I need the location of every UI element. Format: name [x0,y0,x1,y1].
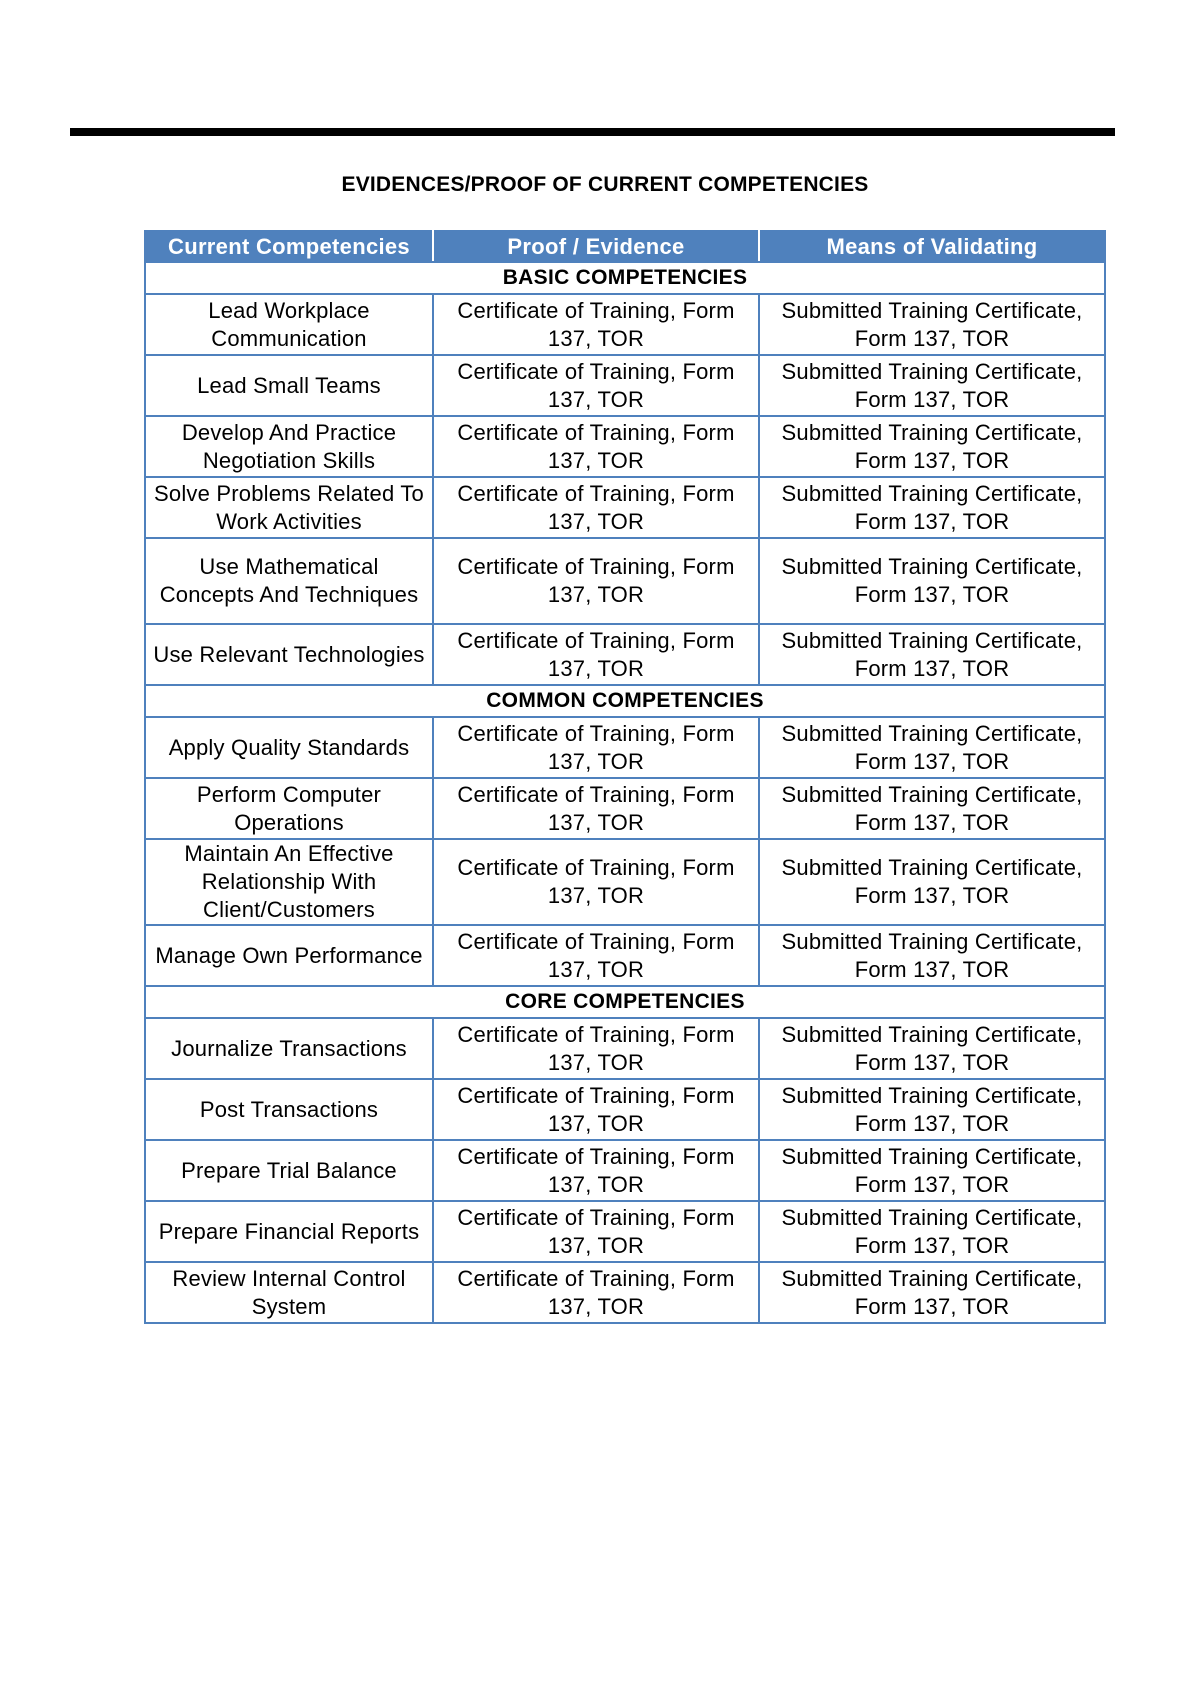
validation-cell: Submitted Training Certificate, Form 137, TOR [759,839,1105,925]
table-row [145,294,1105,355]
proof-cell: Certificate of Training, Form 137, TOR [433,839,759,925]
proof-cell: Certificate of Training, Form 137, TOR [433,294,759,355]
competency-cell: Solve Problems Related To Work Activities [145,477,433,538]
table-row [145,1140,1105,1201]
proof-cell: Certificate of Training, Form 137, TOR [433,624,759,685]
proof-cell: Certificate of Training, Form 137, TOR [433,538,759,624]
table-row [145,624,1105,685]
competency-cell: Use Mathematical Concepts And Techniques [145,538,433,624]
header-means-of-validating: Means of Validating [759,231,1105,262]
section-row-basic [145,262,1105,294]
table-row [145,1201,1105,1262]
competency-cell: Develop And Practice Negotiation Skills [145,416,433,477]
table-row [145,355,1105,416]
validation-cell: Submitted Training Certificate, Form 137, TOR [759,1140,1105,1201]
validation-cell: Submitted Training Certificate, Form 137, TOR [759,1262,1105,1323]
section-row-core [145,986,1105,1018]
competency-cell: Lead Workplace Communication [145,294,433,355]
validation-cell: Submitted Training Certificate, Form 137, TOR [759,778,1105,839]
competency-cell: Review Internal Control System [145,1262,433,1323]
section-heading-basic: BASIC COMPETENCIES [145,262,1105,294]
competency-cell: Journalize Transactions [145,1018,433,1079]
competency-cell: Maintain An Effective Relationship With Client/Customers [145,839,433,925]
proof-cell: Certificate of Training, Form 137, TOR [433,355,759,416]
proof-cell: Certificate of Training, Form 137, TOR [433,1079,759,1140]
competency-cell: Use Relevant Technologies [145,624,433,685]
table-row [145,538,1105,624]
proof-cell: Certificate of Training, Form 137, TOR [433,717,759,778]
table-row [145,1079,1105,1140]
section-heading-common: COMMON COMPETENCIES [145,685,1105,717]
proof-cell: Certificate of Training, Form 137, TOR [433,416,759,477]
table-row [145,416,1105,477]
competency-cell: Lead Small Teams [145,355,433,416]
table-row [145,1262,1105,1323]
table-row [145,717,1105,778]
validation-cell: Submitted Training Certificate, Form 137, TOR [759,717,1105,778]
validation-cell: Submitted Training Certificate, Form 137, TOR [759,1079,1105,1140]
proof-cell: Certificate of Training, Form 137, TOR [433,1018,759,1079]
competency-cell: Prepare Trial Balance [145,1140,433,1201]
proof-cell: Certificate of Training, Form 137, TOR [433,925,759,986]
proof-cell: Certificate of Training, Form 137, TOR [433,477,759,538]
proof-cell: Certificate of Training, Form 137, TOR [433,778,759,839]
validation-cell: Submitted Training Certificate, Form 137, TOR [759,1018,1105,1079]
header-proof-evidence: Proof / Evidence [433,231,759,262]
table-row [145,1018,1105,1079]
proof-cell: Certificate of Training, Form 137, TOR [433,1262,759,1323]
table-row [145,839,1105,925]
header-current-competencies: Current Competencies [145,231,433,262]
competency-cell: Perform Computer Operations [145,778,433,839]
section-row-common [145,685,1105,717]
validation-cell: Submitted Training Certificate, Form 137, TOR [759,294,1105,355]
table-header-row [145,231,1105,262]
section-heading-core: CORE COMPETENCIES [145,986,1105,1018]
proof-cell: Certificate of Training, Form 137, TOR [433,1201,759,1262]
competency-cell: Post Transactions [145,1079,433,1140]
competencies-table [144,230,1106,1324]
document-title: EVIDENCES/PROOF OF CURRENT COMPETENCIES [341,173,869,196]
table-row [145,477,1105,538]
competency-cell: Prepare Financial Reports [145,1201,433,1262]
validation-cell: Submitted Training Certificate, Form 137, TOR [759,355,1105,416]
table-row [145,925,1105,986]
competency-cell: Manage Own Performance [145,925,433,986]
validation-cell: Submitted Training Certificate, Form 137, TOR [759,1201,1105,1262]
proof-cell: Certificate of Training, Form 137, TOR [433,1140,759,1201]
top-horizontal-rule [70,128,1115,136]
competency-cell: Apply Quality Standards [145,717,433,778]
validation-cell: Submitted Training Certificate, Form 137, TOR [759,477,1105,538]
table-row [145,778,1105,839]
validation-cell: Submitted Training Certificate, Form 137, TOR [759,416,1105,477]
validation-cell: Submitted Training Certificate, Form 137, TOR [759,538,1105,624]
validation-cell: Submitted Training Certificate, Form 137, TOR [759,624,1105,685]
validation-cell: Submitted Training Certificate, Form 137, TOR [759,925,1105,986]
